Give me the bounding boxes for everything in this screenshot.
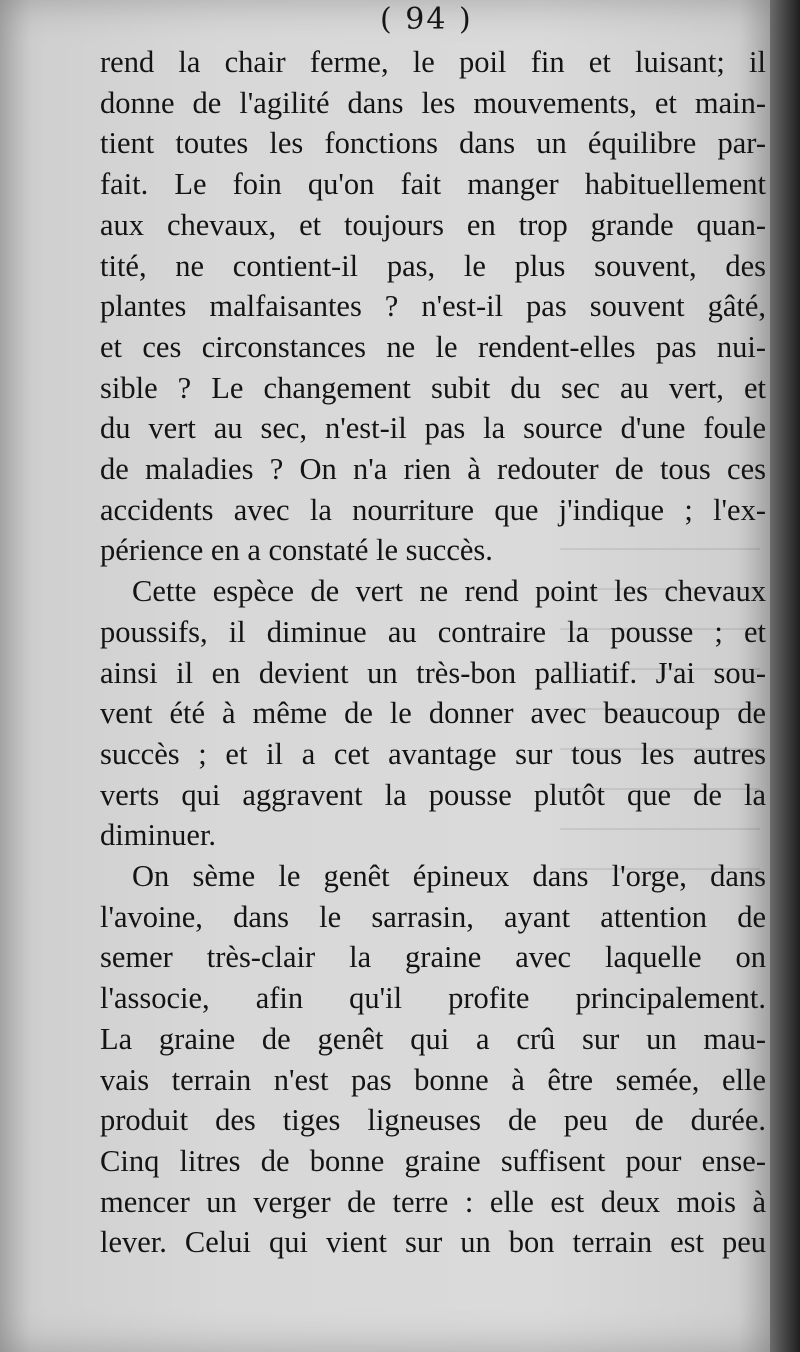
text-line: donne de l'agilité dans les mouvements, et main-	[100, 85, 766, 120]
text-line: verts qui aggravent la pousse plutôt que de la	[100, 777, 766, 812]
paragraph-3	[100, 856, 766, 1263]
page-number: ( 94 )	[380, 2, 473, 37]
text-line: La graine de genêt qui a crû sur un mau-	[100, 1021, 766, 1056]
body-text	[100, 42, 766, 1263]
text-line: tient toutes les fonctions dans un équilibre par-	[100, 126, 766, 161]
text-line: mencer un verger de terre : elle est deux mois à	[100, 1184, 766, 1219]
text-line: diminuer.	[100, 818, 217, 853]
text-line: sible ? Le changement subit du sec au vert, et	[100, 370, 766, 405]
text-line: ainsi il en devient un très-bon palliatif. J'ai sou-	[100, 655, 766, 690]
text-line: de maladies ? On n'a rien à redouter de tous ces	[100, 452, 766, 487]
text-line: du vert au sec, n'est-il pas la source d'une foule	[100, 411, 766, 446]
text-line: plantes malfaisantes ? n'est-il pas souvent gâté,	[100, 289, 766, 324]
text-line: produit des tiges ligneuses de peu de durée.	[100, 1103, 766, 1138]
text-line: poussifs, il diminue au contraire la pousse ; et	[100, 614, 766, 649]
text-line: l'associe, afin qu'il profite principalement.	[100, 981, 766, 1016]
text-line: accidents avec la nourriture que j'indique ; l'ex-	[100, 492, 766, 527]
text-line: Cinq litres de bonne graine suffisent pour ense-	[100, 1143, 766, 1178]
text-line: vais terrain n'est pas bonne à être semée, elle	[100, 1062, 766, 1097]
text-line: succès ; et il a cet avantage sur tous les autres	[100, 736, 766, 771]
text-line: semer très-clair la graine avec laquelle on	[100, 940, 766, 975]
text-line: rend la chair ferme, le poil fin et luisant; il	[100, 45, 766, 79]
text-line: périence en a constaté le succès.	[100, 533, 493, 568]
paragraph-2	[100, 571, 766, 856]
text-line: Cette espèce de vert ne rend point les chevaux	[132, 574, 766, 609]
text-line: et ces circonstances ne le rendent-elles pas nui-	[100, 329, 766, 364]
paragraph-1	[100, 42, 766, 571]
text-line: fait. Le foin qu'on fait manger habituellement	[100, 167, 766, 202]
text-line: vent été à même de le donner avec beaucoup de	[100, 696, 766, 731]
text-line: tité, ne contient-il pas, le plus souvent, des	[100, 248, 766, 283]
book-spine-edge	[770, 0, 800, 1352]
text-line: lever. Celui qui vient sur un bon terrain est peu	[100, 1225, 766, 1260]
text-line: On sème le genêt épineux dans l'orge, dans	[132, 859, 766, 894]
text-line: aux chevaux, et toujours en trop grande quan-	[100, 207, 766, 242]
text-line: l'avoine, dans le sarrasin, ayant attention de	[100, 899, 766, 934]
